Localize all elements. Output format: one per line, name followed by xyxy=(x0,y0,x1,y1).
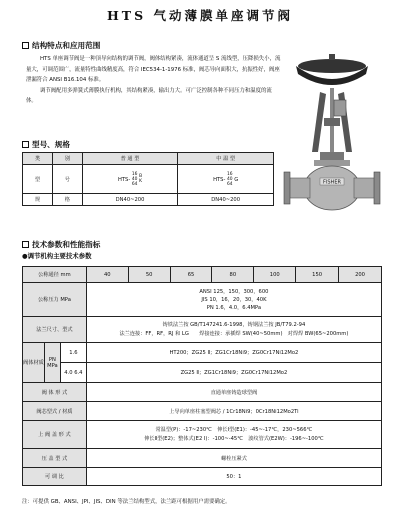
table-row xyxy=(23,283,382,317)
subheading-main-params: ●调节机构主要技术参数 xyxy=(22,252,92,260)
bonnet-line: 常温型(P)：-17~230℃ 伸长Ⅰ型(E1)：-45~-17℃，230~566℃ xyxy=(155,426,313,433)
table-row xyxy=(23,402,382,421)
suffix-option: B xyxy=(139,174,143,179)
description-paragraph-2: 调节阀配用多弹簧式薄膜执行机构，其结构紧凑，输出力大。可广泛控制各种不同压力和温度的流体。 xyxy=(26,87,272,105)
page-title: HTS 气动薄膜单座调节阀 xyxy=(107,8,293,23)
table-row xyxy=(23,194,274,206)
model-medium-cell xyxy=(178,165,274,194)
pressure-option: 16 xyxy=(226,171,233,177)
table-cell: 可 调 比 xyxy=(23,468,87,486)
square-bullet-icon xyxy=(22,241,29,248)
table-cell: 150 xyxy=(296,267,339,283)
pressure-line: ANSI 125，150，300，600 xyxy=(199,288,269,295)
table-cell: 阀 体 形 式 xyxy=(23,383,87,402)
pressure-option: 64 xyxy=(131,181,138,187)
table-cell: 1.6 xyxy=(60,343,86,363)
technical-params-table xyxy=(22,266,382,486)
table-cell: 上 阀 盖 形 式 xyxy=(23,421,87,449)
section-heading-structure xyxy=(22,40,100,51)
table-cell: 4.0 6.4 xyxy=(60,363,86,383)
table-row xyxy=(23,153,274,165)
section-heading-text: 结构特点和应用范围 xyxy=(32,41,101,50)
model-prefix: HTS- xyxy=(117,176,131,183)
model-suffix: G xyxy=(234,176,239,183)
model-normal-cell xyxy=(82,165,178,194)
table-row xyxy=(23,421,382,449)
table-cell: 80 xyxy=(212,267,254,283)
section-heading-text: 型号、规格 xyxy=(32,140,70,149)
table-cell: DN40~200 xyxy=(178,194,274,206)
table-cell: 50：1 xyxy=(86,468,381,486)
table-cell: 公称压力 MPa xyxy=(23,283,87,317)
table-cell: 上导向单座柱塞型阀芯 / 1Cr18Ni9；0Cr18Ni12Mo2Ti xyxy=(86,402,381,421)
table-cell: 50 xyxy=(128,267,170,283)
table-row xyxy=(23,165,274,194)
bonnet-line: 伸长Ⅱ型(E2)；整体式(E2 Ⅰ)：-100~-45℃ 波纹管式(E2W)：-196~-100℃ xyxy=(144,435,324,442)
table-cell: 普 通 型 xyxy=(82,153,178,165)
square-bullet-icon xyxy=(22,141,29,148)
control-valve-image xyxy=(282,52,382,224)
section-heading-text: 技术参数和性能指标 xyxy=(32,240,101,249)
table-cell: 型 xyxy=(23,165,53,194)
model-prefix: HTS- xyxy=(213,176,226,183)
section-heading-technical xyxy=(22,239,100,250)
table-cell xyxy=(86,317,381,343)
table-row xyxy=(23,449,382,468)
table-cell: 阀体材质 xyxy=(23,343,45,383)
table-cell: 法兰尺寸、型式 xyxy=(23,317,87,343)
suffix-stack xyxy=(139,174,142,184)
table-cell: 100 xyxy=(254,267,296,283)
table-cell: 直通单座铸造球型阀 xyxy=(86,383,381,402)
table-row xyxy=(23,383,382,402)
section-heading-model xyxy=(22,139,70,150)
table-cell xyxy=(86,421,381,449)
valve-nameplate-text: FISHER xyxy=(323,179,341,186)
pressure-stack xyxy=(227,172,233,187)
table-cell: 别 xyxy=(52,153,82,165)
flange-line: 铸铁法兰按 GB/T147241.6-1998，铸钢法兰按 JB/T79.2-94 xyxy=(162,321,306,328)
pressure-option: 64 xyxy=(226,181,233,187)
table-cell: 螺栓压紧式 xyxy=(86,449,381,468)
square-bullet-icon xyxy=(22,42,29,49)
table-cell: 阀芯型式 / 材质 xyxy=(23,402,87,421)
table-cell: 65 xyxy=(170,267,212,283)
table-row xyxy=(23,363,382,383)
description-text xyxy=(26,54,282,107)
table-cell: PN MPa xyxy=(44,343,60,383)
table-cell: 中 温 型 xyxy=(178,153,274,165)
flange-line: 法兰连接：FF，RF，RJ 和 LG 焊接连接：承插焊 SW(40~50mm) 对焊焊 BW(65~200mm) xyxy=(119,330,349,337)
table-cell: 类 xyxy=(23,153,53,165)
model-spec-table xyxy=(22,152,274,206)
table-cell: 压 盖 型 式 xyxy=(23,449,87,468)
description-paragraph-1: HTS 单座调节阀是一种顶导向结构的调节阀，阀体结构紧凑，流体通道呈 S 流线型，压降损失小，流量大，可调范围广，流量特性曲线精度高，符合 IEC534-1-1976 标准，阀芯导向面积大，抗振性好，阀座泄漏符合 ANSI B16.104 标准。 xyxy=(26,56,281,84)
table-cell: HT200；ZG25 Ⅱ；ZG1Cr18Ni9；ZG0Cr17Ni12Mo2 xyxy=(86,343,381,363)
table-cell xyxy=(86,283,381,317)
table-cell: DN40~200 xyxy=(82,194,178,206)
table-cell: 40 xyxy=(86,267,128,283)
pressure-line: JIS 10，16，20，30，40K xyxy=(201,296,267,303)
table-cell: 号 xyxy=(52,165,82,194)
table-row xyxy=(23,267,382,283)
table-cell: 格 xyxy=(52,194,82,206)
table-cell: ZG25 Ⅱ；ZG1Cr18Ni9；ZG0Cr17Ni12Mo2 xyxy=(86,363,381,383)
pressure-option: 16 xyxy=(131,171,138,177)
suffix-option: K xyxy=(139,179,143,184)
table-row xyxy=(23,317,382,343)
pressure-option: 40 xyxy=(226,176,233,182)
pressure-stack xyxy=(132,172,138,187)
table-row xyxy=(23,468,382,486)
table-cell: 规 xyxy=(23,194,53,206)
pressure-line: PN 1.6，4.0，6.4MPa xyxy=(206,304,262,311)
table-cell: 200 xyxy=(339,267,382,283)
table-cell: 公称通径 mm xyxy=(23,267,87,283)
pressure-option: 40 xyxy=(131,176,138,182)
table-row xyxy=(23,343,382,363)
footnote: 注：可提供 GB、ANSI、JPI、JIS、DIN 等法兰结构型式，法兰距可根据用户需要确定。 xyxy=(22,499,231,505)
